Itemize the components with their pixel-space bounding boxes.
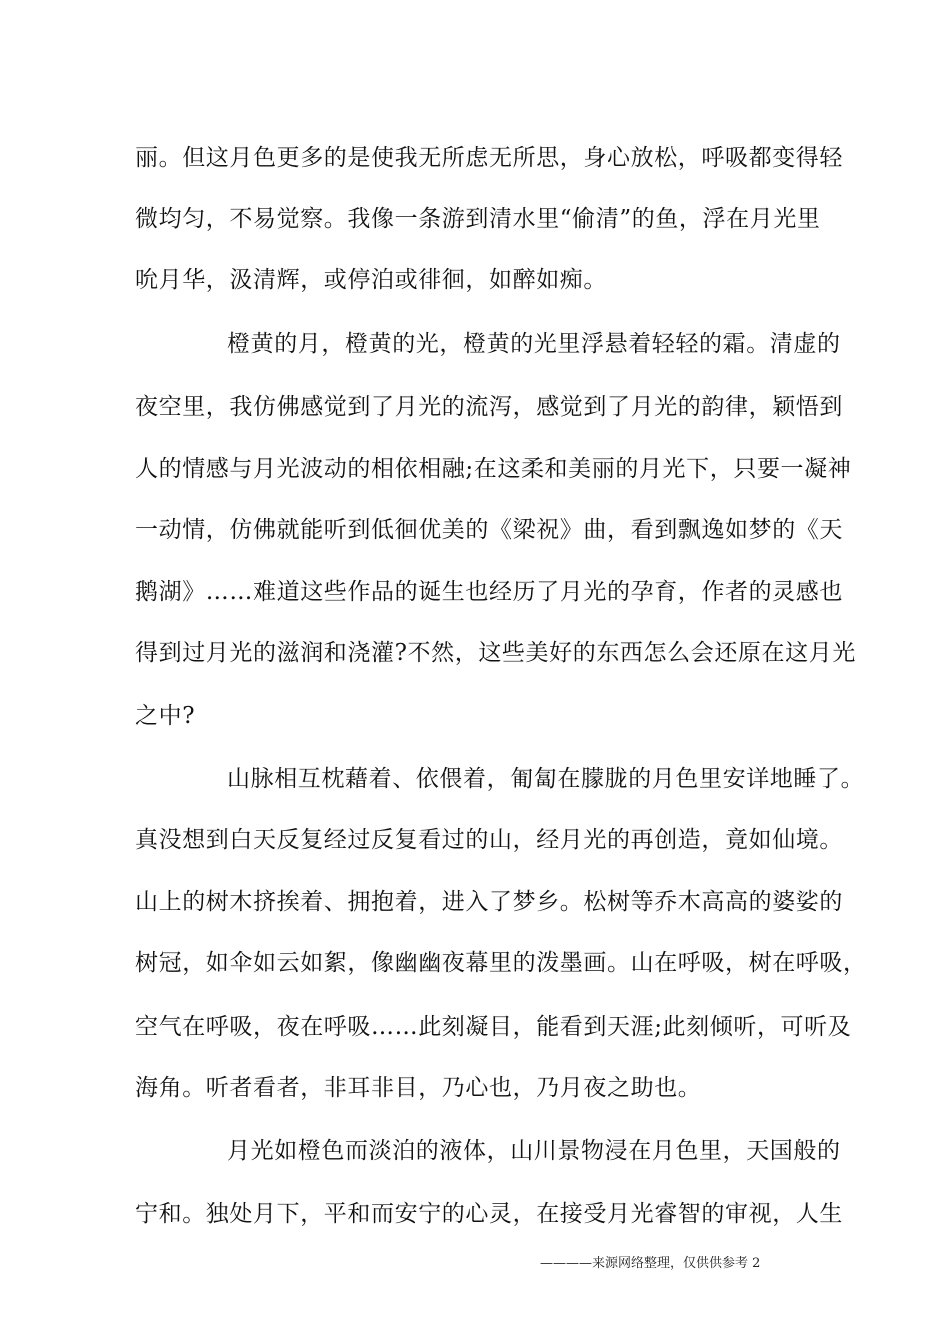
- paragraph-1-line-1: 丽。但这月色更多的是使我无所虑无所思，身心放松，呼吸都变得轻: [135, 145, 843, 171]
- page-footer: ————来源网络整理，仅供供参考 2: [540, 1256, 761, 1271]
- paragraph-2-line-6: 得到过月光的滋润和浇灌?不然，这些美好的东西怎么会还原在这月光: [135, 640, 856, 666]
- paragraph-2-line-5: 鹅湖》……难道这些作品的诞生也经历了月光的孕育，作者的灵感也: [135, 579, 843, 605]
- paragraph-3-line-6: 海角。听者看者，非耳非目，乃心也，乃月夜之助也。: [135, 1075, 702, 1101]
- paragraph-2-line-7: 之中?: [135, 703, 196, 729]
- paragraph-1-line-3: 吮月华，汲清辉，或停泊或徘徊，如醉如痴。: [135, 267, 607, 293]
- paragraph-2-line-3: 人的情感与月光波动的相依相融;在这柔和美丽的月光下，只要一凝神: [135, 456, 852, 482]
- paragraph-2-line-2: 夜空里，我仿佛感觉到了月光的流泻，感觉到了月光的韵律，颖悟到: [135, 394, 843, 420]
- paragraph-3-line-5: 空气在呼吸，夜在呼吸……此刻凝目，能看到天涯;此刻倾听，可听及: [135, 1014, 852, 1040]
- paragraph-3-line-4: 树冠，如伞如云如絮，像幽幽夜幕里的泼墨画。山在呼吸，树在呼吸，: [135, 950, 867, 976]
- paragraph-3-line-2: 真没想到白天反复经过反复看过的山，经月光的再创造，竟如仙境。: [135, 827, 843, 853]
- paragraph-3-line-3: 山上的树木挤挨着、拥抱着，进入了梦乡。松树等乔木高高的婆娑的: [135, 889, 843, 915]
- paragraph-2-line-1: 橙黄的月，橙黄的光，橙黄的光里浮悬着轻轻的霜。清虚的: [227, 331, 841, 357]
- paragraph-1-line-2: 微均匀，不易觉察。我像一条游到清水里“偷清”的鱼，浮在月光里: [135, 206, 821, 232]
- paragraph-3-line-1: 山脉相互枕藉着、依偎着，匍匐在朦胧的月色里安详地睡了。: [227, 766, 865, 792]
- paragraph-4-line-2: 宁和。独处月下，平和而安宁的心灵，在接受月光睿智的审视，人生: [135, 1201, 843, 1227]
- paragraph-4-line-1: 月光如橙色而淡泊的液体，山川景物浸在月色里，天国般的: [227, 1138, 841, 1164]
- paragraph-2-line-4: 一动情，仿佛就能听到低徊优美的《梁祝》曲，看到飘逸如梦的《天: [135, 517, 843, 543]
